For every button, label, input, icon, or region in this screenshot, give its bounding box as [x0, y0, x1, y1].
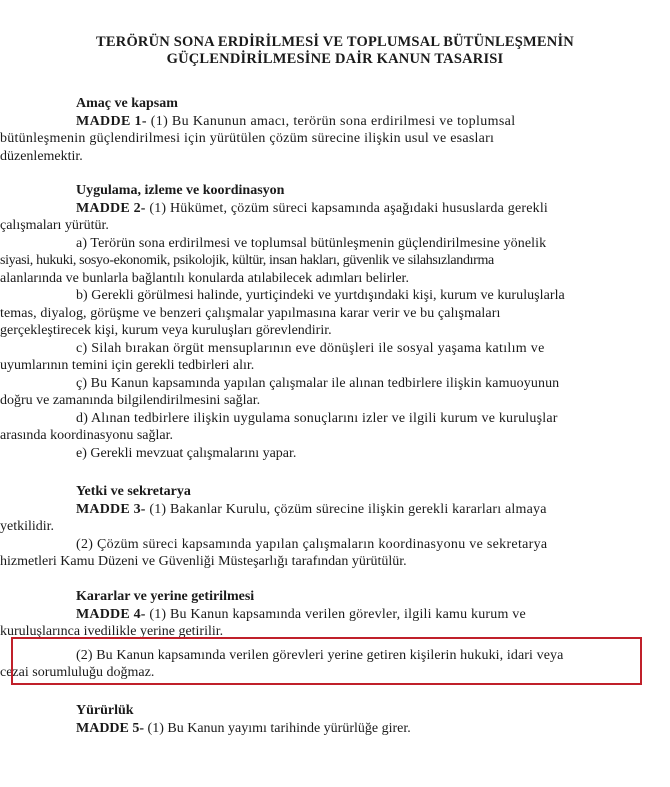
article-number: MADDE 5-	[76, 720, 145, 736]
highlighted-paragraph-line: cezai sorumluluğu doğmaz.	[0, 665, 155, 680]
article-line: MADDE 5- (1) Bu Kanun yayımı tarihinde yürürlüğe girer.	[76, 720, 411, 736]
article-line: bütünleşmenin güçlendirilmesi için yürütülen çözüm sürecine ilişkin usul ve esasları	[0, 131, 495, 146]
article-number: MADDE 3-	[76, 501, 146, 517]
article-number: MADDE 1-	[76, 113, 147, 129]
title-line-2: GÜÇLENDİRİLMESİNE DAİR KANUN TASARISI	[166, 51, 504, 67]
article-line: yetkilidir.	[0, 519, 55, 534]
article-line: ç) Bu Kanun kapsamında yapılan çalışmalar ile alınan tedbirlere ilişkin kamuoyunun	[76, 375, 560, 391]
article-line: d) Alınan tedbirlere ilişkin uygulama sonuçlarını izler ve ilgili kurum ve kuruluşlar	[76, 410, 558, 426]
red-highlight-box	[11, 637, 642, 685]
article-line: alanlarında ve bunlarla bağlantılı konularda atılabilecek adımları belirler.	[0, 270, 409, 286]
article-line: hizmetleri Kamu Düzeni ve Güvenliği Müsteşarlığı tarafından yürütülür.	[0, 554, 407, 569]
article-line: b) Gerekli görülmesi halinde, yurtiçindeki ve yurtdışındaki kişi, kurum ve kuruluşlarla	[76, 288, 565, 303]
article-line: MADDE 2- (1) Hükümet, çözüm süreci kapsamında aşağıdaki hususlarda gerekli	[76, 200, 549, 216]
article-line: uyumlarının temini için gerekli tedbirleri alır.	[0, 358, 255, 373]
article-line: gerçekleştirecek kişi, kurum veya kuruluşları görevlendirir.	[0, 323, 332, 338]
article-line: kuruluşlarınca ivedilikle yerine getirilir.	[0, 624, 224, 639]
article-line: c) Silah bırakan örgüt mensuplarının eve dönüşleri ile sosyal yaşama katılım ve	[76, 340, 545, 356]
article-number: MADDE 4-	[76, 606, 146, 622]
article-line: MADDE 1- (1) Bu Kanunun amacı, terörün sona erdirilmesi ve toplumsal	[76, 113, 516, 129]
article-line: çalışmaları yürütür.	[0, 218, 109, 233]
article-line: siyasi, hukuki, sosyo-ekonomik, psikolojik, kültür, insan hakları, güvenlik ve silahsızlandırma	[0, 253, 494, 268]
section-heading: Yetki ve sekretarya	[76, 484, 191, 499]
article-line: düzenlemektir.	[0, 148, 83, 164]
section-uygulama	[0, 182, 630, 462]
section-amac-kapsam	[0, 95, 630, 165]
article-line: (2) Çözüm süreci kapsamında yapılan çalışmaların koordinasyonu ve sekretarya	[76, 536, 548, 552]
article-line: e) Gerekli mevzuat çalışmalarını yapar.	[76, 445, 297, 461]
section-heading: Uygulama, izleme ve koordinasyon	[76, 183, 285, 198]
highlighted-paragraph-line: (2) Bu Kanun kapsamında verilen görevleri yerine getiren kişilerin hukuki, idari veya	[76, 647, 564, 663]
article-line: doğru ve zamanında bilgilendirilmesini sağlar.	[0, 393, 261, 408]
section-yetki	[0, 483, 630, 571]
article-line: temas, diyalog, görüşme ve benzeri çalışmalar yapılmasına karar verir ve bu çalışmaları	[0, 305, 501, 321]
document-title	[40, 34, 630, 68]
section-heading: Kararlar ve yerine getirilmesi	[76, 589, 255, 604]
title-line-1: TERÖRÜN SONA ERDİRİLMESİ VE TOPLUMSAL BÜTÜNLEŞMENİN	[96, 34, 574, 50]
section-yururluk	[76, 702, 630, 737]
article-line: a) Terörün sona erdirilmesi ve toplumsal bütünleşmenin güçlendirilmesine yönelik	[76, 235, 547, 251]
section-heading: Amaç ve kapsam	[76, 96, 178, 111]
article-line: arasında koordinasyonu sağlar.	[0, 428, 174, 443]
article-line: MADDE 3- (1) Bakanlar Kurulu, çözüm sürecine ilişkin gerekli kararları almaya	[76, 501, 547, 517]
section-heading: Yürürlük	[76, 703, 134, 718]
article-line: MADDE 4- (1) Bu Kanun kapsamında verilen görevler, ilgili kamu kurum ve	[76, 606, 526, 622]
article-number: MADDE 2-	[76, 200, 146, 216]
